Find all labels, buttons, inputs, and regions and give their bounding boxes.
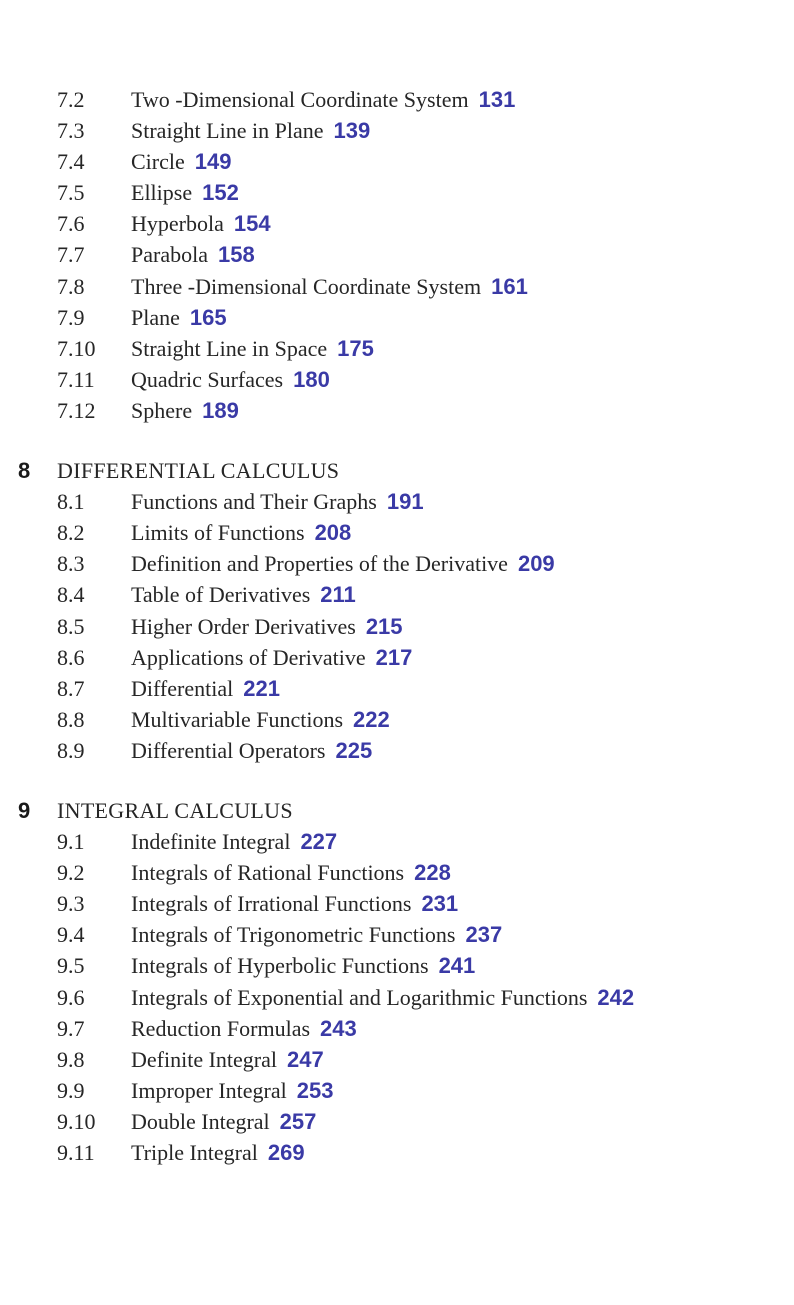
toc-entry[interactable] — [0, 1013, 794, 1044]
toc-entry[interactable] — [0, 548, 794, 579]
entry-number: 7.12 — [57, 397, 96, 423]
entry-number: 8.9 — [57, 737, 85, 763]
entry-number: 9.6 — [57, 984, 85, 1010]
entry-title — [131, 486, 424, 517]
entry-title — [131, 919, 502, 950]
toc-entry[interactable] — [0, 486, 794, 517]
entry-number: 7.8 — [57, 273, 85, 299]
entry-title-text: Ellipse — [131, 180, 193, 206]
entry-title-text: Three -Dimensional Coordinate System — [131, 273, 482, 299]
entry-title-text: Circle — [131, 149, 185, 175]
toc-entry[interactable] — [0, 735, 794, 766]
entry-title — [131, 642, 412, 673]
entry-number: 9.4 — [57, 922, 85, 948]
entry-number: 8.2 — [57, 520, 85, 546]
entry-title — [131, 673, 280, 704]
entry-page-link[interactable]: 165 — [189, 304, 227, 330]
entry-title — [131, 548, 555, 579]
entry-title-text: Integrals of Irrational Functions — [131, 891, 412, 917]
chapter-number: 8 — [18, 458, 31, 484]
toc-entry[interactable] — [0, 982, 794, 1013]
toc-entry[interactable] — [0, 146, 794, 177]
entry-title-text: Parabola — [131, 242, 208, 268]
toc-entry[interactable] — [0, 302, 794, 333]
entry-number: 9.7 — [57, 1015, 85, 1041]
entry-title — [131, 208, 271, 239]
chapter-9-entries — [0, 826, 794, 1168]
toc-entry[interactable] — [0, 611, 794, 642]
entry-page-link[interactable]: 253 — [296, 1077, 334, 1103]
entry-page-link[interactable]: 242 — [597, 984, 635, 1010]
entry-page-link[interactable]: 243 — [320, 1015, 357, 1041]
entry-title — [131, 735, 372, 766]
entry-title — [131, 857, 451, 888]
entry-title — [131, 1044, 324, 1075]
toc-entry[interactable] — [0, 395, 794, 426]
entry-title-text: Indefinite Integral — [131, 829, 291, 855]
entry-page-link[interactable]: 158 — [217, 242, 255, 268]
entry-page-link[interactable]: 222 — [353, 706, 390, 732]
entry-title-text: Plane — [131, 304, 180, 330]
entry-number: 7.7 — [57, 242, 85, 268]
entry-page-link[interactable]: 225 — [335, 737, 373, 763]
entry-page-link[interactable]: 175 — [337, 335, 374, 361]
entry-title-text: Functions and Their Graphs — [131, 489, 377, 515]
toc-entry[interactable] — [0, 208, 794, 239]
entry-page-link[interactable]: 152 — [202, 180, 239, 206]
toc-entry[interactable] — [0, 888, 794, 919]
toc-entry[interactable] — [0, 950, 794, 981]
entry-title — [131, 364, 330, 395]
entry-title — [131, 395, 239, 426]
entry-title-text: Multivariable Functions — [131, 706, 344, 732]
entry-title — [131, 239, 255, 270]
entry-number: 7.2 — [57, 87, 85, 112]
entry-title — [131, 950, 475, 981]
entry-title — [131, 271, 528, 302]
entry-title-text: Definite Integral — [131, 1046, 277, 1072]
entry-page-link[interactable]: 131 — [478, 87, 516, 112]
entry-title-text: Quadric Surfaces — [131, 366, 284, 392]
entry-page-link[interactable]: 189 — [202, 397, 239, 423]
entry-title-text: Integrals of Exponential and Logarithmic Functions — [131, 984, 588, 1010]
toc-entry[interactable] — [0, 579, 794, 610]
entry-title — [131, 302, 227, 333]
entry-title-text: Reduction Formulas — [131, 1015, 311, 1041]
toc-entry[interactable] — [0, 239, 794, 270]
toc-entry[interactable] — [0, 115, 794, 146]
chapter-heading[interactable] — [0, 455, 794, 486]
entry-title-text: Applications of Derivative — [131, 644, 366, 670]
entry-title-text: Differential Operators — [131, 737, 326, 763]
entry-number: 8.8 — [57, 706, 85, 732]
entry-page-link[interactable]: 215 — [365, 613, 403, 639]
entry-title — [131, 333, 374, 364]
toc-entry[interactable] — [0, 333, 794, 364]
toc-entry[interactable] — [0, 826, 794, 857]
entry-title — [131, 84, 515, 115]
entry-page-link[interactable]: 257 — [279, 1108, 317, 1134]
entry-number: 8.1 — [57, 489, 85, 515]
entry-title-text: Straight Line in Space — [131, 335, 328, 361]
entry-title — [131, 982, 634, 1013]
toc-entry[interactable] — [0, 177, 794, 208]
entry-number: 7.10 — [57, 335, 96, 361]
toc-entry[interactable] — [0, 704, 794, 735]
entry-title-text: Higher Order Derivatives — [131, 613, 356, 639]
entry-number: 7.6 — [57, 211, 85, 237]
entry-title-text: Table of Derivatives — [131, 582, 311, 608]
entry-title — [131, 146, 231, 177]
entry-number: 7.5 — [57, 180, 85, 206]
entry-title — [131, 579, 356, 610]
toc-entry[interactable] — [0, 1106, 794, 1137]
entry-title — [131, 1013, 357, 1044]
entry-title — [131, 1106, 316, 1137]
entry-page-link[interactable]: 247 — [287, 1046, 324, 1072]
entry-title-text: Integrals of Hyperbolic Functions — [131, 953, 429, 979]
entry-number: 8.6 — [57, 644, 85, 670]
toc-entry[interactable] — [0, 271, 794, 302]
entry-page-link[interactable]: 211 — [320, 582, 356, 608]
entry-page-link[interactable]: 149 — [194, 149, 232, 175]
entry-title-text: Improper Integral — [131, 1077, 287, 1103]
toc-entry[interactable] — [0, 517, 794, 548]
entry-title — [131, 611, 403, 642]
entry-page-link[interactable]: 231 — [421, 891, 459, 917]
entry-page-link[interactable]: 180 — [293, 366, 330, 392]
toc-entry[interactable] — [0, 84, 794, 115]
entry-title-text: Integrals of Rational Functions — [131, 860, 405, 886]
toc-entry[interactable] — [0, 642, 794, 673]
entry-title-text: Hyperbola — [131, 211, 224, 237]
entry-title-text: Integrals of Trigonometric Functions — [131, 922, 456, 948]
toc-entry[interactable] — [0, 919, 794, 950]
entry-number: 9.9 — [57, 1077, 85, 1103]
entry-number: 9.8 — [57, 1046, 85, 1072]
entry-number: 9.11 — [57, 1140, 95, 1165]
chapter-heading[interactable] — [0, 795, 794, 826]
section-7-entries — [0, 84, 794, 426]
entry-title-text: Sphere — [131, 397, 193, 423]
entry-page-link[interactable]: 228 — [414, 860, 451, 886]
entry-number: 9.3 — [57, 891, 85, 917]
entry-title-text: Differential — [131, 675, 234, 701]
entry-number: 8.5 — [57, 613, 85, 639]
entry-title — [131, 517, 351, 548]
entry-title-text: Double Integral — [131, 1108, 270, 1134]
entry-title-text: Triple Integral — [131, 1140, 258, 1165]
entry-number: 7.4 — [57, 149, 85, 175]
entry-title-text: Definition and Properties of the Derivative — [131, 551, 508, 577]
entry-title — [131, 888, 458, 919]
toc-entry[interactable] — [0, 364, 794, 395]
chapter-title: INTEGRAL CALCULUS — [57, 797, 293, 823]
entry-title — [131, 177, 239, 208]
entry-title — [131, 115, 370, 146]
entry-number: 9.5 — [57, 953, 85, 979]
entry-title — [131, 1075, 333, 1106]
toc-entry[interactable] — [0, 1044, 794, 1075]
entry-page-link[interactable]: 269 — [267, 1140, 305, 1165]
entry-number: 7.3 — [57, 118, 85, 144]
toc-entry[interactable] — [0, 1075, 794, 1106]
entry-title — [131, 704, 390, 735]
entry-page-link[interactable]: 154 — [233, 211, 271, 237]
table-of-contents — [0, 84, 794, 1168]
entry-page-link[interactable]: 221 — [243, 675, 280, 701]
entry-page-link[interactable]: 237 — [465, 922, 503, 948]
entry-title-text: Straight Line in Plane — [131, 118, 324, 144]
entry-number: 9.2 — [57, 860, 85, 886]
toc-entry[interactable] — [0, 857, 794, 888]
entry-title — [131, 826, 337, 857]
entry-page-link[interactable]: 217 — [375, 644, 413, 670]
entry-page-link[interactable]: 209 — [517, 551, 555, 577]
entry-number: 7.9 — [57, 304, 85, 330]
entry-number: 9.1 — [57, 829, 85, 855]
entry-title-text: Two -Dimensional Coordinate System — [131, 87, 469, 112]
chapter-8-entries — [0, 486, 794, 766]
entry-number: 8.4 — [57, 582, 85, 608]
chapter-number: 9 — [18, 797, 31, 823]
entry-number: 7.11 — [57, 366, 95, 392]
entry-page-link[interactable]: 241 — [438, 953, 476, 979]
entry-page-link[interactable]: 208 — [314, 520, 352, 546]
toc-entry[interactable] — [0, 673, 794, 704]
entry-title-text: Limits of Functions — [131, 520, 305, 546]
entry-page-link[interactable]: 191 — [386, 489, 424, 515]
entry-page-link[interactable]: 139 — [333, 118, 371, 144]
toc-entry[interactable] — [0, 1137, 794, 1168]
entry-page-link[interactable]: 161 — [491, 273, 528, 299]
entry-number: 8.7 — [57, 675, 85, 701]
entry-number: 8.3 — [57, 551, 85, 577]
entry-title — [131, 1137, 305, 1168]
entry-page-link[interactable]: 227 — [300, 829, 338, 855]
entry-number: 9.10 — [57, 1108, 96, 1134]
chapter-title: DIFFERENTIAL CALCULUS — [57, 458, 340, 484]
